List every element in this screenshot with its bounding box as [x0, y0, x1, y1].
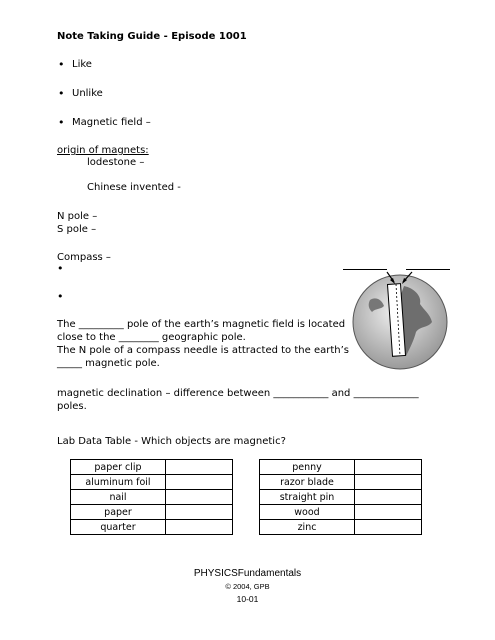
answer-cell[interactable] [166, 460, 233, 475]
fill-line-1: The _________ pole of the earth’s magnetic field is located [57, 319, 346, 330]
answer-cell[interactable] [355, 460, 422, 475]
table-row [71, 490, 233, 505]
answer-cell[interactable] [355, 490, 422, 505]
answer-cell[interactable] [166, 520, 233, 535]
origin-lodestone: lodestone – [87, 157, 145, 168]
page-title: Note Taking Guide - Episode 1001 [57, 31, 247, 42]
footer-brand: PHYSICSFundamentals [193, 568, 302, 579]
fill-line-3: The N pole of a compass needle is attracted to the earth’s [57, 345, 349, 356]
fill-line-4: _____ magnetic pole. [57, 358, 160, 369]
answer-cell[interactable] [355, 475, 422, 490]
bullet-like: • Like [72, 59, 92, 71]
footer-page-number: 10-01 [236, 594, 259, 604]
bullet-unlike: • Unlike [72, 88, 103, 100]
table-row [71, 475, 233, 490]
compass-bullet-2: • [57, 290, 64, 303]
s-pole: S pole – [57, 224, 97, 235]
lab-table-left [70, 459, 233, 535]
declination-line-1: magnetic declination – difference between ___________ and _____________ [57, 388, 419, 399]
answer-cell[interactable] [166, 490, 233, 505]
lab-item: zinc [260, 520, 355, 535]
table-row [260, 460, 422, 475]
lab-item: paper [71, 505, 166, 520]
earth-compass-figure [340, 270, 452, 380]
table-row [71, 520, 233, 535]
lab-table-right [259, 459, 422, 535]
lab-item: straight pin [260, 490, 355, 505]
compass-bullet-1: • [57, 262, 64, 275]
answer-cell[interactable] [355, 520, 422, 535]
lab-item: aluminum foil [71, 475, 166, 490]
lab-item: nail [71, 490, 166, 505]
declination-line-2: poles. [57, 401, 87, 412]
table-row [260, 520, 422, 535]
table-row [71, 505, 233, 520]
fill-line-2: close to the ________ geographic pole. [57, 332, 246, 343]
answer-cell[interactable] [355, 505, 422, 520]
n-pole: N pole – [57, 211, 98, 222]
compass-label: Compass – [57, 252, 111, 263]
origin-heading: origin of magnets: [57, 145, 149, 156]
lab-item: paper clip [71, 460, 166, 475]
lab-item: razor blade [260, 475, 355, 490]
answer-cell[interactable] [166, 505, 233, 520]
origin-chinese: Chinese invented - [87, 182, 181, 193]
lab-title: Lab Data Table - Which objects are magnetic? [57, 436, 286, 447]
lab-item: penny [260, 460, 355, 475]
table-row [71, 460, 233, 475]
footer-copyright: © 2004, GPB [225, 582, 270, 591]
answer-cell[interactable] [166, 475, 233, 490]
table-row [260, 505, 422, 520]
bullet-magnetic-field: • Magnetic field – [72, 117, 151, 129]
lab-item: wood [260, 505, 355, 520]
table-row [260, 475, 422, 490]
lab-item: quarter [71, 520, 166, 535]
table-row [260, 490, 422, 505]
